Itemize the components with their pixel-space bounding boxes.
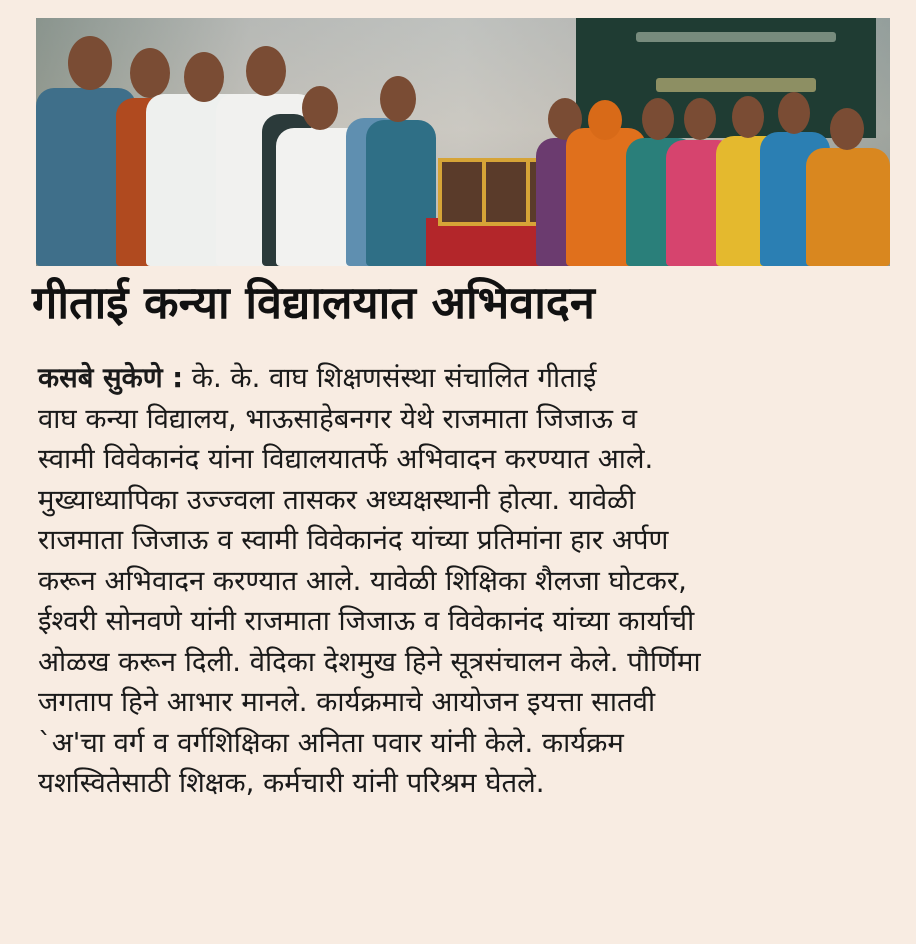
photo-person-head: [642, 98, 674, 140]
photo-person-head: [130, 48, 170, 98]
article-headline: गीताई कन्या विद्यालयात अभिवादन: [32, 276, 595, 329]
article-line: जगताप हिने आभार मानले. कार्यक्रमाचे आयोजन इयत्ता सातवी: [38, 686, 656, 718]
photo-person-head: [830, 108, 864, 150]
photo-person-head: [246, 46, 286, 96]
photo-person-head: [302, 86, 338, 130]
photo-board-writing: [636, 32, 836, 42]
article-line: राजमाता जिजाऊ व स्वामी विवेकानंद यांच्या प्रतिमांना हार अर्पण: [38, 524, 669, 556]
article-line: यशस्वितेसाठी शिक्षक, कर्मचारी यांनी परिश्रम घेतले.: [38, 767, 545, 799]
article-line-text: के. के. वाघ शिक्षणसंस्था संचालित गीताई: [183, 362, 597, 394]
article-line: ओळख करून दिली. वेदिका देशमुख हिने सूत्रसंचालन केले. पौर्णिमा: [38, 645, 701, 678]
event-photo: [36, 18, 890, 266]
article-line: [38, 358, 898, 399]
photo-person-head: [732, 96, 764, 138]
article-line: `अ'चा वर्ग व वर्गशिक्षिका अनिता पवार यांनी केले. कार्यक्रम: [38, 726, 624, 759]
article-body: [38, 358, 898, 804]
photo-board-writing-colored: [656, 78, 816, 92]
article-dateline: कसबे सुकेणे :: [38, 362, 184, 394]
article-line: मुख्याध्यापिका उज्ज्वला तासकर अध्यक्षस्थानी होत्या. यावेळी: [38, 483, 636, 516]
photo-portrait-frame: [482, 158, 530, 226]
photo-person: [806, 148, 890, 266]
photo-person-head: [184, 52, 224, 102]
photo-person-head: [68, 36, 112, 90]
photo-person-head: [684, 98, 716, 140]
article-line: स्वामी विवेकानंद यांना विद्यालयातर्फे अभिवादन करण्यात आले.: [38, 443, 654, 475]
article-line: ईश्वरी सोनवणे यांनी राजमाता जिजाऊ व विवेकानंद यांच्या कार्याची: [38, 605, 695, 637]
photo-portrait-frame: [438, 158, 486, 226]
photo-person-head: [588, 100, 622, 140]
article-line: वाघ कन्या विद्यालय, भाऊसाहेबनगर येथे राजमाता जिजाऊ व: [38, 402, 638, 435]
photo-person-head: [778, 92, 810, 134]
photo-person-head: [380, 76, 416, 122]
article-line: करून अभिवादन करण्यात आले. यावेळी शिक्षिका शैलजा घोटकर,: [38, 564, 687, 597]
